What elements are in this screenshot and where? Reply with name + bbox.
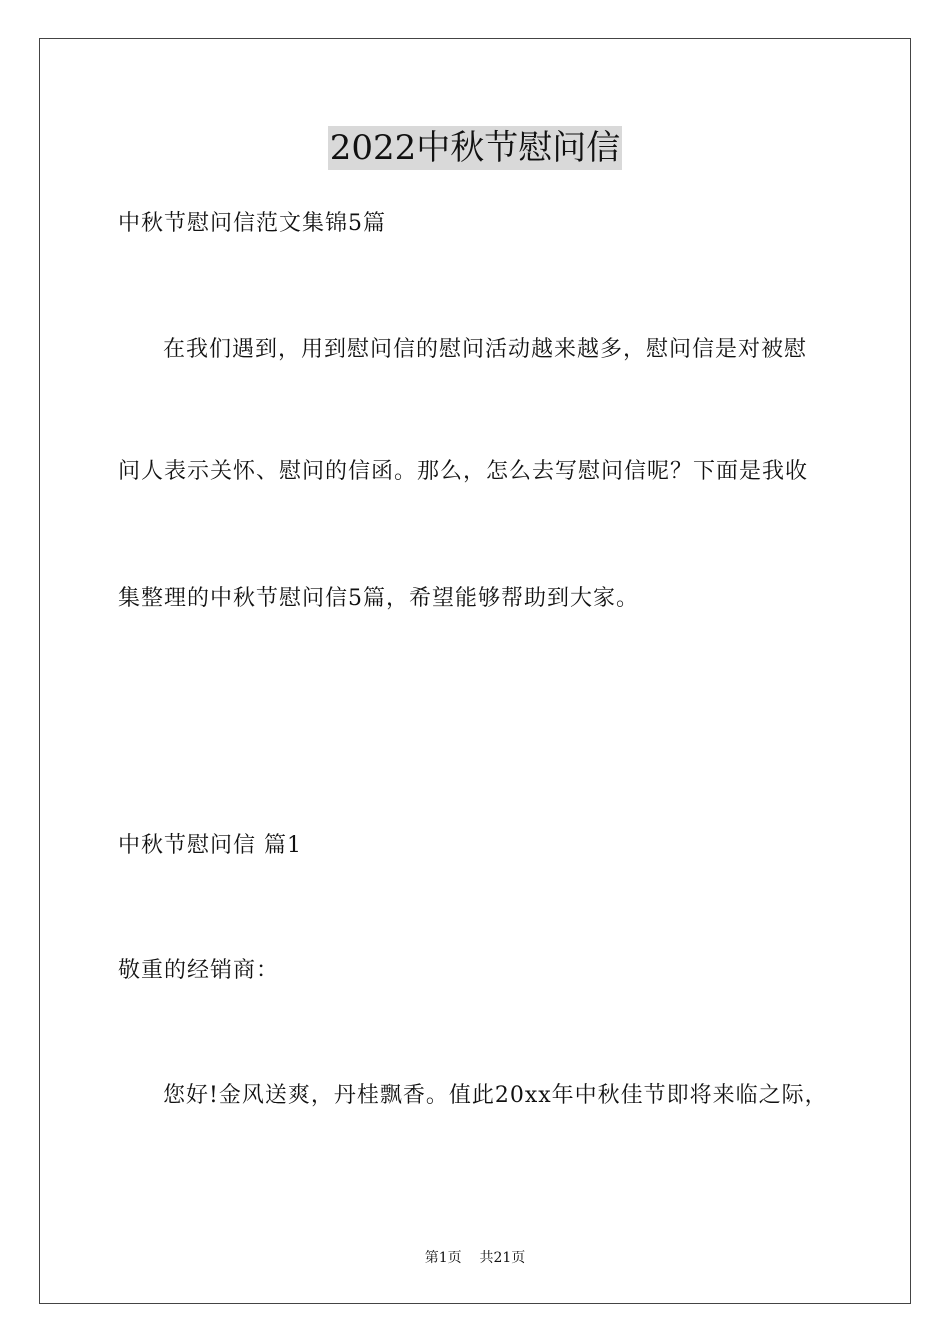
page-footer [0,1248,950,1268]
title-container [0,126,950,170]
intro-line-2: 问人表示关怀、慰问的信函。那么，怎么去写慰问信呢？下面是我收 [118,459,809,484]
section-heading: 中秋节慰问信 篇1 [118,833,302,858]
document-subtitle: 中秋节慰问信范文集锦5篇 [118,211,386,236]
intro-line-3: 集整理的中秋节慰问信5篇，希望能够帮助到大家。 [118,586,639,611]
document-title: 2022中秋节慰问信 [329,128,621,168]
intro-line-1: 在我们遇到，用到慰问信的慰问活动越来越多，慰问信是对被慰 [163,337,808,362]
page-number: 第1页 [424,1250,462,1266]
salutation: 敬重的经销商： [118,958,280,983]
body-line-1: 您好!金风送爽，丹桂飘香。值此20xx年中秋佳节即将来临之际， [163,1083,828,1108]
page-total: 共21页 [479,1250,526,1266]
